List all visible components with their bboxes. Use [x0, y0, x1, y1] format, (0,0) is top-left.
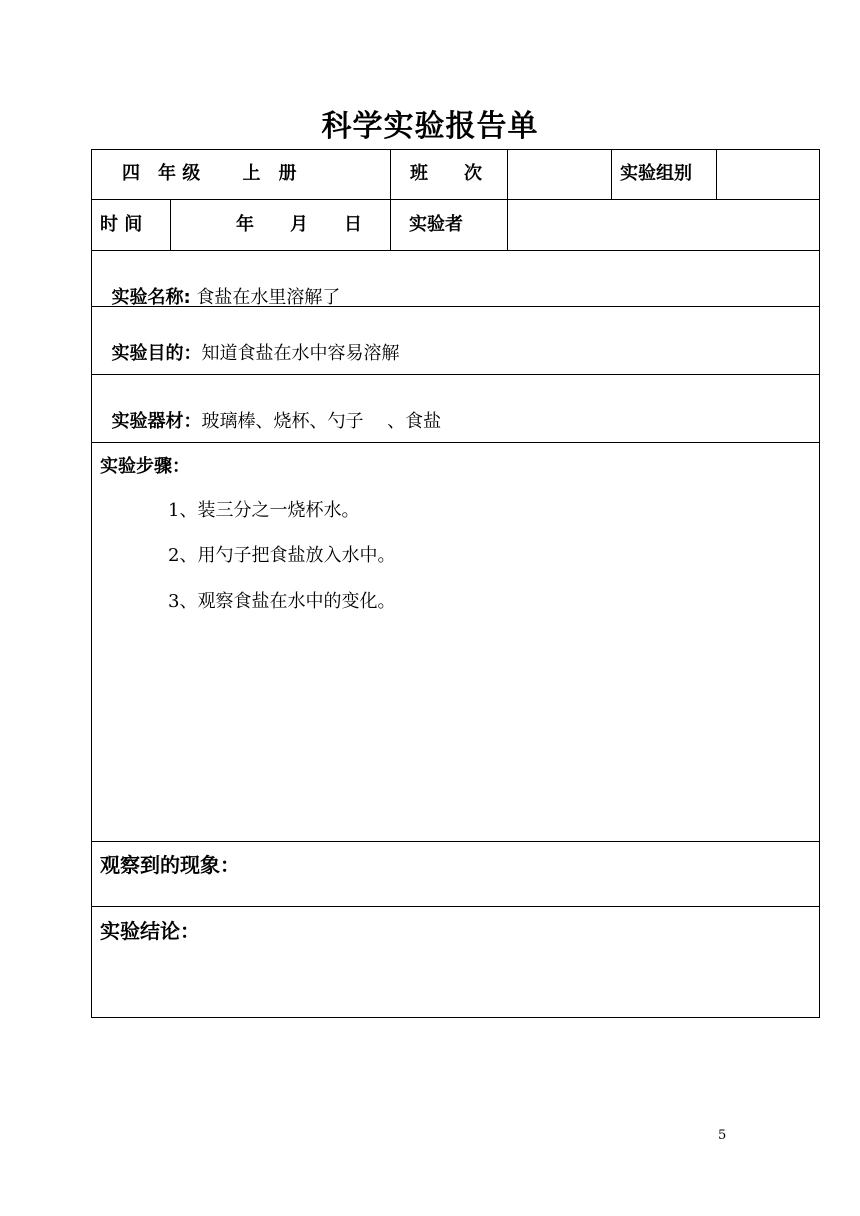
row-divider [91, 442, 820, 443]
table-border-bottom [91, 1017, 820, 1018]
table-border-left [91, 149, 92, 1018]
col-divider [507, 149, 508, 250]
experiment-purpose-value: 知道食盐在水中容易溶解 [201, 343, 400, 364]
step-item: 2、用勺子把食盐放入水中。 [168, 545, 396, 566]
experimenter-label: 实验者 [409, 214, 463, 235]
time-label: 时 间 [100, 214, 143, 235]
experiment-materials-label: 实验器材： [111, 411, 202, 432]
experiment-steps-label: 实验步骤： [100, 456, 190, 477]
row-divider [91, 906, 820, 907]
group-label: 实验组别 [620, 163, 692, 184]
experiment-purpose-label: 实验目的： [111, 343, 202, 364]
grade-cell: 四 年 级 上 册 [122, 163, 297, 184]
col-divider [170, 199, 171, 250]
conclusion-label: 实验结论： [100, 919, 200, 943]
row-divider [91, 250, 820, 251]
experiment-materials-value: 玻璃棒、烧杯、勺子 、食盐 [201, 411, 442, 432]
experiment-purpose-row [100, 318, 399, 366]
table-border-right [819, 149, 820, 1018]
page-number: 5 [718, 1128, 727, 1143]
col-divider [611, 149, 612, 199]
col-divider [716, 149, 717, 199]
observation-label: 观察到的现象： [100, 853, 240, 877]
experiment-name-label: 实验名称: [111, 287, 191, 308]
experiment-name-value: 食盐在水里溶解了 [190, 287, 341, 308]
date-cell[interactable]: 年 月 日 [236, 214, 362, 235]
class-label: 班 次 [410, 163, 482, 184]
table-border-top [91, 149, 820, 150]
experiment-materials-row [100, 386, 441, 434]
step-item: 3、观察食盐在水中的变化。 [168, 591, 396, 612]
experiment-name-row [100, 262, 340, 310]
col-divider [390, 149, 391, 250]
row-divider [91, 841, 820, 842]
row-divider [91, 374, 820, 375]
report-title: 科学实验报告单 [321, 109, 539, 144]
step-item: 1、装三分之一烧杯水。 [168, 500, 360, 521]
row-divider [91, 199, 820, 200]
